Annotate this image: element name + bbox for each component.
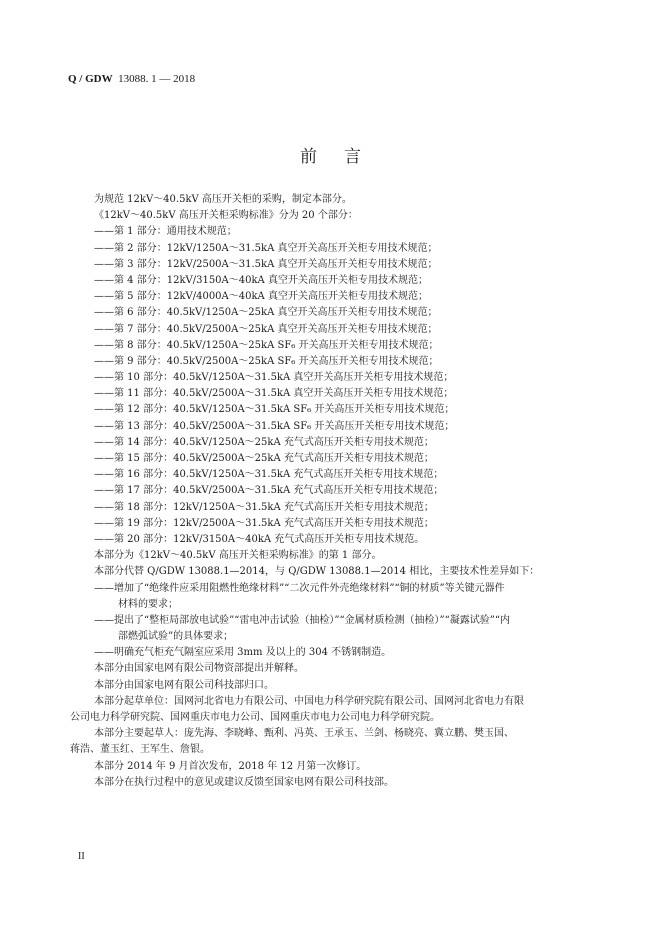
paragraph-line: ——提出了“整柜局部放电试验”“雷电冲击试验（抽检）”“金属材质检测（抽检）”“凝露试验”“内 <box>94 614 511 626</box>
paragraph-line: ——第 13 部分：40.5kV/2500A～31.5kA SF₆ 开关高压开关柜专用技术规范； <box>94 420 455 432</box>
paragraph-line: 《12kV～40.5kV 高压开关柜采购标准》分为 20 个部分： <box>94 210 358 222</box>
paragraph-line: ——第 8 部分：40.5kV/1250A～25kA SF₆ 开关高压开关柜专用技术规范； <box>94 339 439 351</box>
paragraph-line: ——增加了“绝缘件应采用阻燃性绝缘材料”“二次元件外壳绝缘材料”“铜的材质”等关键元器件 <box>94 582 505 594</box>
paragraph-line: ——第 20 部分：12kV/3150A～40kA 充气式高压开关柜专用技术规范。 <box>94 533 425 545</box>
paragraph-line: ——第 19 部分：12kV/2500A～31.5kA 充气式高压开关柜专用技术规范； <box>94 517 434 529</box>
paragraph-line: 材料的要求； <box>118 598 178 610</box>
paragraph-line: ——第 12 部分：40.5kV/1250A～31.5kA SF₆ 开关高压开关柜专用技术规范； <box>94 404 455 416</box>
paragraph-line: ——第 14 部分：40.5kV/1250A～25kA 充气式高压开关柜专用技术规范； <box>94 436 434 448</box>
paragraph-line: 本部分起草单位：国网河北省电力有限公司、中国电力科学研究院有限公司、国网河北省电力有限 <box>94 695 524 707</box>
paragraph-line: 本部分由国家电网有限公司科技部归口。 <box>94 679 274 691</box>
standard-prefix: Q / GDW <box>68 73 113 85</box>
paragraph-line: ——第 15 部分：40.5kV/2500A～25kA 充气式高压开关柜专用技术规范； <box>94 453 434 464</box>
standard-number <box>68 73 195 85</box>
paragraph-line: ——第 4 部分：12kV/3150A～40kA 真空开关高压开关柜专用技术规范； <box>94 274 428 286</box>
paragraph-line: 为规范 12kV～40.5kV 高压开关柜的采购，制定本部分。 <box>94 194 352 205</box>
paragraph-line: ——第 16 部分：40.5kV/1250A～31.5kA 充气式高压开关柜专用技术规范； <box>94 469 444 481</box>
paragraph-line: ——第 6 部分：40.5kV/1250A～25kA 真空开关高压开关柜专用技术规范； <box>94 307 438 319</box>
paragraph-line: ——第 7 部分：40.5kV/2500A～25kA 真空开关高压开关柜专用技术规范； <box>94 323 438 335</box>
paragraph-line: ——第 11 部分：40.5kV/2500A～31.5kA 真空开关高压开关柜专用技术规范； <box>94 388 454 400</box>
page-title <box>0 142 662 167</box>
paragraph-line: 本部分主要起草人：庞先海、李晓峰、甄利、冯英、王承玉、兰剑、杨晓亮、冀立鹏、樊玉国、 <box>94 728 514 740</box>
title-char-2: 言 <box>344 147 362 167</box>
paragraph-line: 本部分 2014 年 9 月首次发布，2018 年 12 月第一次修订。 <box>94 760 367 772</box>
paragraph-line: ——第 5 部分：12kV/4000A～40kA 真空开关高压开关柜专用技术规范； <box>94 291 428 303</box>
paragraph-line: ——第 2 部分：12kV/1250A～31.5kA 真空开关高压开关柜专用技术规范； <box>94 242 438 254</box>
paragraph-line: 部燃弧试验”的具体要求； <box>118 631 234 643</box>
paragraph-line: 本部分代替 Q/GDW 13088.1—2014，与 Q/GDW 13088.1—2014 相比，主要技术性差异如下： <box>94 566 540 578</box>
paragraph-line: ——第 17 部分：40.5kV/2500A～31.5kA 充气式高压开关柜专用技术规范； <box>94 485 444 497</box>
paragraph-line: 本部分在执行过程中的意见或建议反馈至国家电网有限公司科技部。 <box>94 776 394 788</box>
paragraph-line: ——第 18 部分：12kV/1250A～31.5kA 充气式高压开关柜专用技术规范； <box>94 501 434 513</box>
paragraph-line: ——第 9 部分：40.5kV/2500A～25kA SF₆ 开关高压开关柜专用技术规范； <box>94 355 439 367</box>
paragraph-line: ——第 3 部分：12kV/2500A～31.5kA 真空开关高压开关柜专用技术规范； <box>94 258 438 270</box>
paragraph-line: 本部分由国家电网有限公司物资部提出并解释。 <box>94 663 304 675</box>
foreword-body <box>70 192 600 791</box>
paragraph-line: ——明确充气柜充气隔室应采用 3mm 及以上的 304 不锈钢制造。 <box>94 647 392 659</box>
standard-code: 13088. 1 — 2018 <box>118 73 196 85</box>
paragraph-line: ——第 10 部分：40.5kV/1250A～31.5kA 真空开关高压开关柜专用技术规范； <box>94 372 454 384</box>
page-number: II <box>78 851 85 862</box>
paragraph-line: 本部分为《12kV～40.5kV 高压开关柜采购标准》的第 1 部分。 <box>94 550 382 562</box>
paragraph-line: 蒋浩、董玉红、王军生、詹银。 <box>70 744 210 756</box>
title-char-1: 前 <box>300 147 318 167</box>
paragraph-line: 公司电力科学研究院、国网重庆市电力公司、国网重庆市电力公司电力科学研究院。 <box>70 712 440 723</box>
paragraph-line: ——第 1 部分：通用技术规范； <box>94 226 237 238</box>
